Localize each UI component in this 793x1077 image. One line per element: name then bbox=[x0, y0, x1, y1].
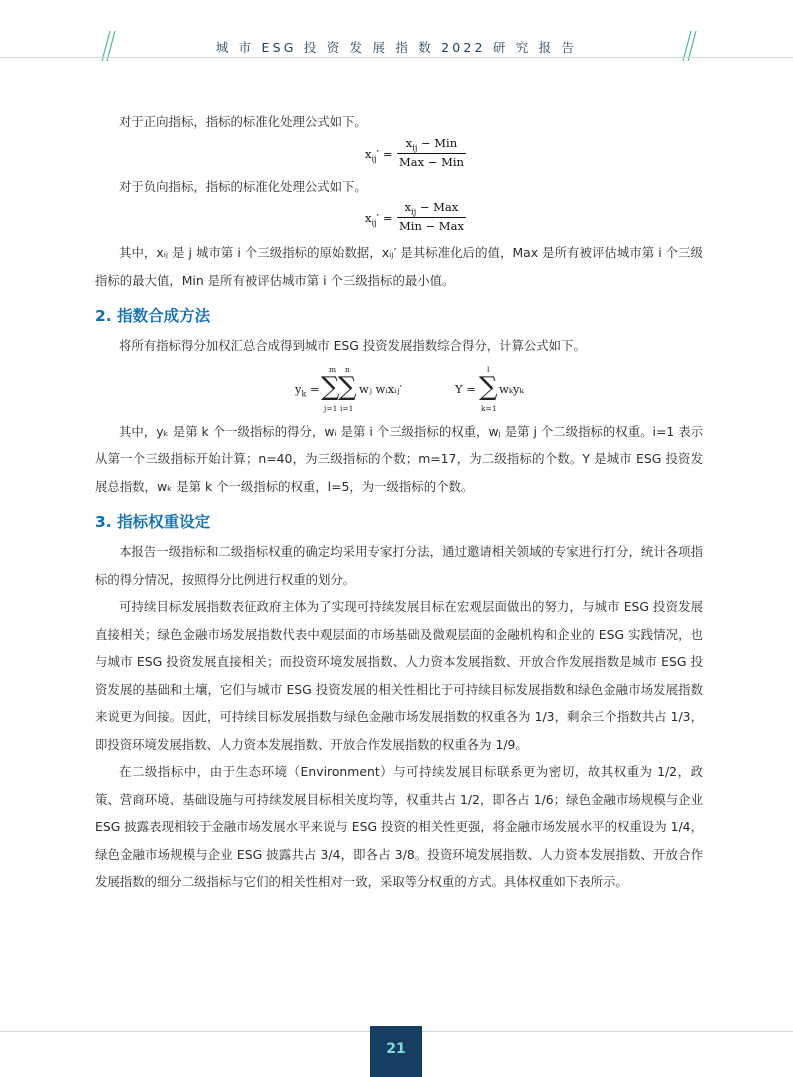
page-number: 21 bbox=[370, 1026, 422, 1077]
page-header bbox=[0, 0, 793, 60]
section-3-title: 3. 指标权重设定 bbox=[95, 513, 211, 531]
formula-sum: $y_k$ = m ∑ j=1 n ∑ i=1 wⱼ wᵢxᵢⱼ′ Y = l ∑ k=1 wₖyₖ bbox=[295, 364, 524, 413]
paragraph-section3-1: 本报告一级指标和二级指标权重的确定均采用专家打分法，通过邀请相关领域的专家进行打分，统计各项指标的得分情况，按照得分比例进行权重的划分。 bbox=[95, 544, 703, 587]
paragraph-section2: 将所有指标得分加权汇总合成得到城市 ESG 投资发展指数综合得分，计算公式如下。 bbox=[119, 338, 586, 353]
formula-negative: $x_{ij}'$ = $x_{ij}$ − Max Min − Max bbox=[365, 200, 464, 234]
formula-positive: $x_{ij}'$ = $x_{ij}$ − Min Max − Min bbox=[365, 135, 464, 169]
intro-negative: 对于负向指标，指标的标准化处理公式如下。 bbox=[119, 178, 367, 194]
paragraph-section3-3: 在二级指标中，由于生态环境（Environment）与可持续发展目标联系更为密切，故其权重为 1/2，政策、营商环境、基础设施与可持续发展目标相关度均等，权重共占 1/2，即各占 1/6；绿色金融市场规模与企业 ESG 披露表现相较于金融市场发展水平来说与 ESG 投资的相关性更强，将金融市场发展水平的权重设为 1/4，绿色金融市场规模与企业 ESG 披露共占 3/4，即各占 3/8。投资环境发展指数、人力资本发展指数、开放合作发展指数的细分二级指标与它们的相关性相对一致，采取等分权重的方式。具体权重如下表所示。 bbox=[95, 764, 703, 889]
paragraph-explain: 其中，xᵢⱼ 是 j 城市第 i 个三级指标的原始数据，xᵢⱼ′ 是其标准化后的值，Max 是所有被评估城市第 i 个三级指标的最大值，Min 是所有被评估城市第 i 个三级指标的最小值。 bbox=[95, 245, 703, 288]
section-2-title: 2. 指数合成方法 bbox=[95, 307, 211, 325]
page-content bbox=[95, 108, 703, 896]
header-divider bbox=[0, 57, 793, 58]
intro-positive: 对于正向指标，指标的标准化处理公式如下。 bbox=[119, 114, 367, 129]
header-title: 城 市 ESG 投 资 发 展 指 数 2022 研 究 报 告 bbox=[215, 40, 578, 55]
paragraph-sum-explain: 其中，yₖ 是第 k 个一级指标的得分，wᵢ 是第 i 个三级指标的权重，wⱼ 是第 j 个二级指标的权重。i=1 表示从第一个三级指标开始计算；n=40，为三级指标的个数；m=17，为二级指标的个数。Y 是城市 ESG 投资发展总指数，wₖ 是第 k 个一级指标的权重，l=5，为一级指标的个数。 bbox=[95, 423, 703, 494]
paragraph-section3-2: 可持续目标发展指数表征政府主体为了实现可持续发展目标在宏观层面做出的努力，与城市 ESG 投资发展直接相关；绿色金融市场发展指数代表中观层面的市场基础及微观层面的金融机构和企业的 ESG 实践情况，也与城市 ESG 投资发展直接相关；而投资环境发展指数、人力资本发展指数、开放合作发展指数是城市 ESG 投资发展的基础和土壤，它们与城市 ESG 投资发展的相关性相比于可持续目标发展指数和绿色金融市场发展指数来说更为间接。因此，可持续目标发展指数与绿色金融市场发展指数的权重各为 1/3，剩余三个指数共占 1/3，即投资环境发展指数、人力资本发展指数、开放合作发展指数的权重各为 1/9。 bbox=[95, 599, 703, 752]
